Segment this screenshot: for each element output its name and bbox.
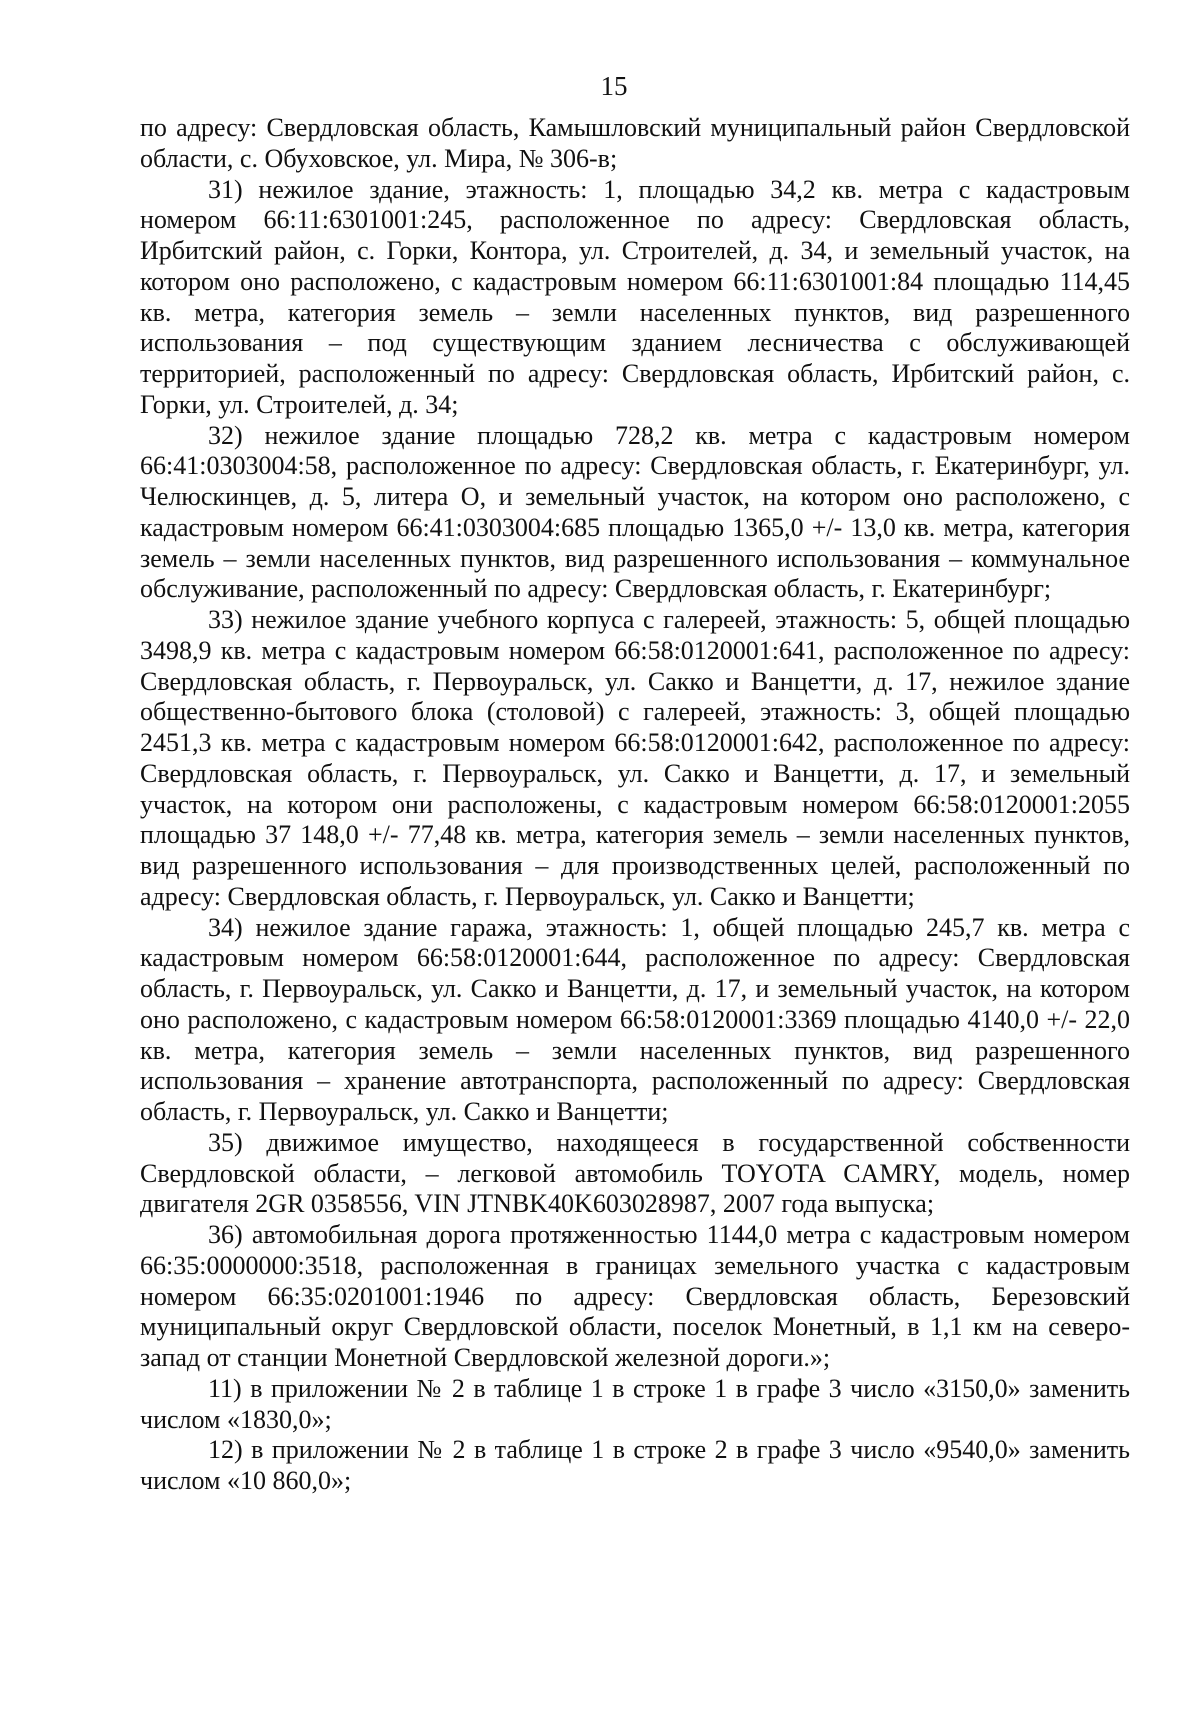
- paragraph-item-34: 34) нежилое здание гаража, этажность: 1, общей площадью 245,7 кв. метра с кадастровым номером 66:58:0120001:644, расположенное по адресу: Свердловская область, г. Первоуральск, ул. Сакко и Ванцетти, д. 17, и земельный участок, на котором оно расположено, с кадастровым номером 66:58:0120001:3369 площадью 4140,0 +/- 22,0 кв. метра, категория земель – земли населенных пунктов, вид разрешенного использования – хранение автотранспорта, расположенный по адресу: Свердловская область, г. Первоуральск, ул. Сакко и Ванцетти;: [140, 912, 1130, 1126]
- page-number: 15: [600, 71, 628, 101]
- paragraph-amendment-12: 12) в приложении № 2 в таблице 1 в строке 2 в графе 3 число «9540,0» заменить числом «10 860,0»;: [140, 1435, 1130, 1495]
- paragraph-continuation: по адресу: Свердловская область, Камышловский муниципальный район Свердловской области, с. Обуховское, ул. Мира, № 306-в;: [140, 113, 1130, 173]
- document-body: [140, 113, 1130, 1497]
- paragraph-item-31: 31) нежилое здание, этажность: 1, площадью 34,2 кв. метра с кадастровым номером 66:11:6301001:245, расположенное по адресу: Свердловская область, Ирбитский район, с. Горки, Контора, ул. Строителей, д. 34, и земельный участок, на котором оно расположено, с кадастровым номером 66:11:6301001:84 площадью 114,45 кв. метра, категория земель – земли населенных пунктов, вид разрешенного использования – под существующим зданием лесничества с обслуживающей территорией, расположенный по адресу: Свердловская область, Ирбитский район, с. Горки, ул. Строителей, д. 34;: [140, 174, 1130, 419]
- paragraph-item-36: 36) автомобильная дорога протяженностью 1144,0 метра с кадастровым номером 66:35:0000000:3518, расположенная в границах земельного участка с кадастровым номером 66:35:0201001:1946 по адресу: Свердловская область, Березовский муниципальный округ Свердловской области, поселок Монетный, в 1,1 км на северо-запад от станции Монетной Свердловской железной дороги.»;: [140, 1220, 1130, 1372]
- paragraph-amendment-11: 11) в приложении № 2 в таблице 1 в строке 1 в графе 3 число «3150,0» заменить числом «1830,0»;: [140, 1373, 1130, 1434]
- paragraph-item-33: 33) нежилое здание учебного корпуса с галереей, этажность: 5, общей площадью 3498,9 кв. метра с кадастровым номером 66:58:0120001:641, расположенное по адресу: Свердловская область, г. Первоуральск, ул. Сакко и Ванцетти, д. 17, нежилое здание общественно-бытового блока (столовой) с галереей, этажность: 3, общей площадью 2451,3 кв. метра с кадастровым номером 66:58:0120001:642, расположенное по адресу: Свердловская область, г. Первоуральск, ул. Сакко и Ванцетти, д. 17, и земельный участок, на котором они расположены, с кадастровым номером 66:58:0120001:2055 площадью 37 148,0 +/- 77,48 кв. метра, категория земель – земли населенных пунктов, вид разрешенного использования – для производственных целей, расположенный по адресу: Свердловская область, г. Первоуральск, ул. Сакко и Ванцетти;: [140, 605, 1130, 911]
- paragraph-item-35: 35) движимое имущество, находящееся в государственной собственности Свердловской области, – легковой автомобиль TOYOTA CAMRY, модель, номер двигателя 2GR 0358556, VIN JTNBK40K603028987, 2007 года выпуска;: [140, 1127, 1130, 1219]
- paragraph-item-32: 32) нежилое здание площадью 728,2 кв. метра с кадастровым номером 66:41:0303004:58, расположенное по адресу: Свердловская область, г. Екатеринбург, ул. Челюскинцев, д. 5, литера О, и земельный участок, на котором оно расположено, с кадастровым номером 66:41:0303004:685 площадью 1365,0 +/- 13,0 кв. метра, категория земель – земли населенных пунктов, вид разрешенного использования – коммунальное обслуживание, расположенный по адресу: Свердловская область, г. Екатеринбург;: [140, 420, 1130, 604]
